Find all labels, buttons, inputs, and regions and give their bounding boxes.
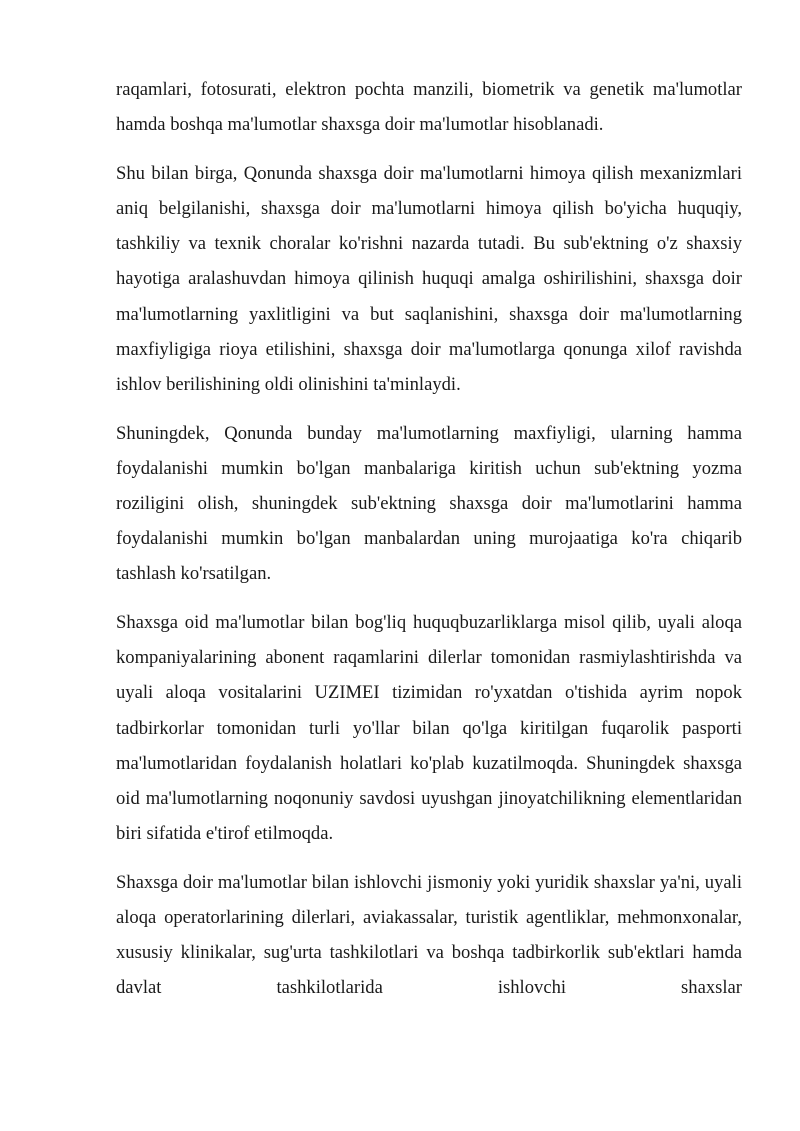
paragraph-2: Shu bilan birga, Qonunda shaxsga doir ma'lumotlarni himoya qilish mexanizmlari aniq belgilanishi, shaxsga doir ma'lumotlarni himoya qilish bo'yicha huquqiy, tashkiliy va texnik choralar ko'rishni nazarda tutadi. Bu sub'ektning o'z shaxsiy hayotiga aralashuvdan himoya qilinish huquqi amalga oshirilishini, shaxsga doir ma'lumotlarning yaxlitligini va but saqlanishini, shaxsga doir ma'lumotlarning maxfiyligiga rioya etilishini, shaxsga doir ma'lumotlarga qonunga xilof ravishda ishlov berilishining oldi olinishini ta'minlaydi. [116,162,742,396]
paragraph-5: Shaxsga doir ma'lumotlar bilan ishlovchi jismoniy yoki yuridik shaxslar ya'ni, uyali aloqa operatorlarining dilerlari, aviakassalar, turistik agentliklar, mehmonxonalar, xususiy klinikalar, sug'urta tashkilotlari va boshqa tadbirkorlik sub'ektlari hamda davlat tashkilotlarida ishlovchi shaxslar [116,871,742,999]
paragraph-4: Shaxsga oid ma'lumotlar bilan bog'liq huquqbuzarliklarga misol qilib, uyali aloqa kompaniyalarining abonent raqamlarini dilerlar tomonidan rasmiylashtirishda va uyali aloqa vositalarini UZIMEI tizimidan ro'yxatdan o'tishida ayrim nopok tadbirkorlar tomonidan turli yo'llar bilan qo'lga kiritilgan fuqarolik pasporti ma'lumotlaridan foydalanish holatlari ko'plab kuzatilmoqda. Shuningdek shaxsga oid ma'lumotlarning noqonuniy savdosi uyushgan jinoyatchilikning elementlaridan biri sifatida e'tirof etilmoqda. [116,612,742,845]
document-body [116,72,742,1019]
paragraph-3: Shuningdek, Qonunda bunday ma'lumotlarning maxfiyligi, ularning hamma foydalanishi mumkin bo'lgan manbalariga kiritish uchun sub'ektning yozma roziligini olish, shuningdek sub'ektning shaxsga doir ma'lumotlarini hamma foydalanishi mumkin bo'lgan manbalardan uning murojaatiga ko'ra chiqarib tashlash ko'rsatilgan. [116,422,742,585]
paragraph-1: raqamlari, fotosurati, elektron pochta manzili, biometrik va genetik ma'lumotlar hamda boshqa ma'lumotlar shaxsga doir ma'lumotlar hisoblanadi. [116,79,742,136]
